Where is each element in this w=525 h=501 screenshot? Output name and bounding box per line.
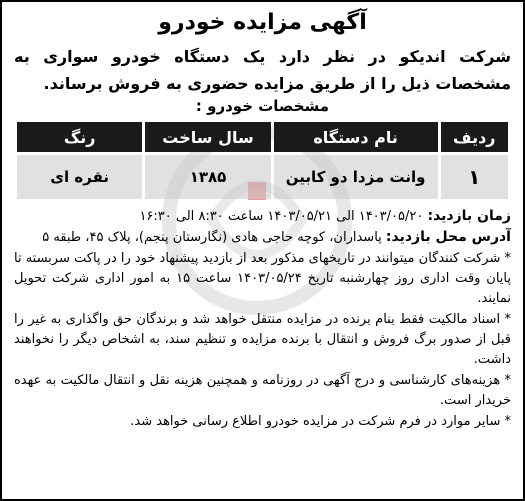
notice-title: آگهی مزایده خودرو bbox=[158, 10, 367, 35]
cell-build-year: ۱۳۸۵ bbox=[145, 155, 270, 199]
visit-time-line bbox=[14, 206, 511, 227]
spec-heading: مشخصات خودرو : bbox=[195, 97, 330, 115]
table-row bbox=[17, 155, 508, 199]
intro-paragraph: شرکت اندیکو در نظر دارد یک دستگاه خودرو سواری به مشخصات ذیل را از طریق مزایده حضوری به فروش برساند. bbox=[14, 47, 511, 93]
header-color: رنگ bbox=[17, 122, 142, 152]
note-other-items: * سایر موارد در فرم شرکت در مزایده خودرو اطلاع رسانی خواهد شد. bbox=[130, 414, 511, 429]
visit-time-label: زمان بازدید: bbox=[427, 208, 511, 224]
visit-address-value: پاسداران، کوچه حاجی هادی (نگارستان پنجم)، پلاک ۴۵، طبقه ۵ bbox=[42, 230, 382, 245]
note-ownership-transfer: * اسناد مالکیت فقط بنام برنده در مزایده منتقل خواهد شد و برندگان حق واگذاری به غیر را قبل از صدور برگ فروش و انتقال با برنده مزایده و تنظیم سند، به اشخاص دیگر را نخواهند داشت. bbox=[14, 312, 511, 367]
table-header-row bbox=[17, 122, 508, 152]
note-costs: * هزینه‌های کارشناسی و درج آگهی در روزنامه و همچنین هزینه نقل و انتقال مالکیت به عهده خریدار است. bbox=[14, 373, 511, 408]
header-row-number: ردیف bbox=[441, 122, 508, 152]
notice-body bbox=[14, 206, 511, 432]
cell-device-name: وانت مزدا دو کابین bbox=[274, 155, 438, 199]
header-build-year: سال ساخت bbox=[145, 122, 270, 152]
cell-color: نقره ای bbox=[17, 155, 142, 199]
cell-row-number: ۱ bbox=[441, 155, 508, 199]
note-submission-deadline: * شرکت کنندگان میتوانند در تاریخهای مذکور بعد از بازدید پیشنهاد خود را در پاکت سربسته تا پایان وقت اداری روز چهارشنبه تاریخ ۱۴۰۳/۰۵/۲۴ ساعت ۱۵ به امور اداری شرکت تحویل نمایند. bbox=[13, 251, 511, 306]
visit-address-label: آدرس محل بازدید: bbox=[385, 229, 511, 245]
visit-address-line bbox=[14, 227, 511, 248]
header-device-name: نام دستگاه bbox=[274, 122, 438, 152]
vehicle-spec-table bbox=[14, 119, 511, 202]
visit-time-value: ۱۴۰۳/۰۵/۲۰ الی ۱۴۰۳/۰۵/۲۱ ساعت ۸:۳۰ الی ۱۶:۳۰ bbox=[139, 209, 424, 224]
notes-list bbox=[14, 249, 511, 432]
